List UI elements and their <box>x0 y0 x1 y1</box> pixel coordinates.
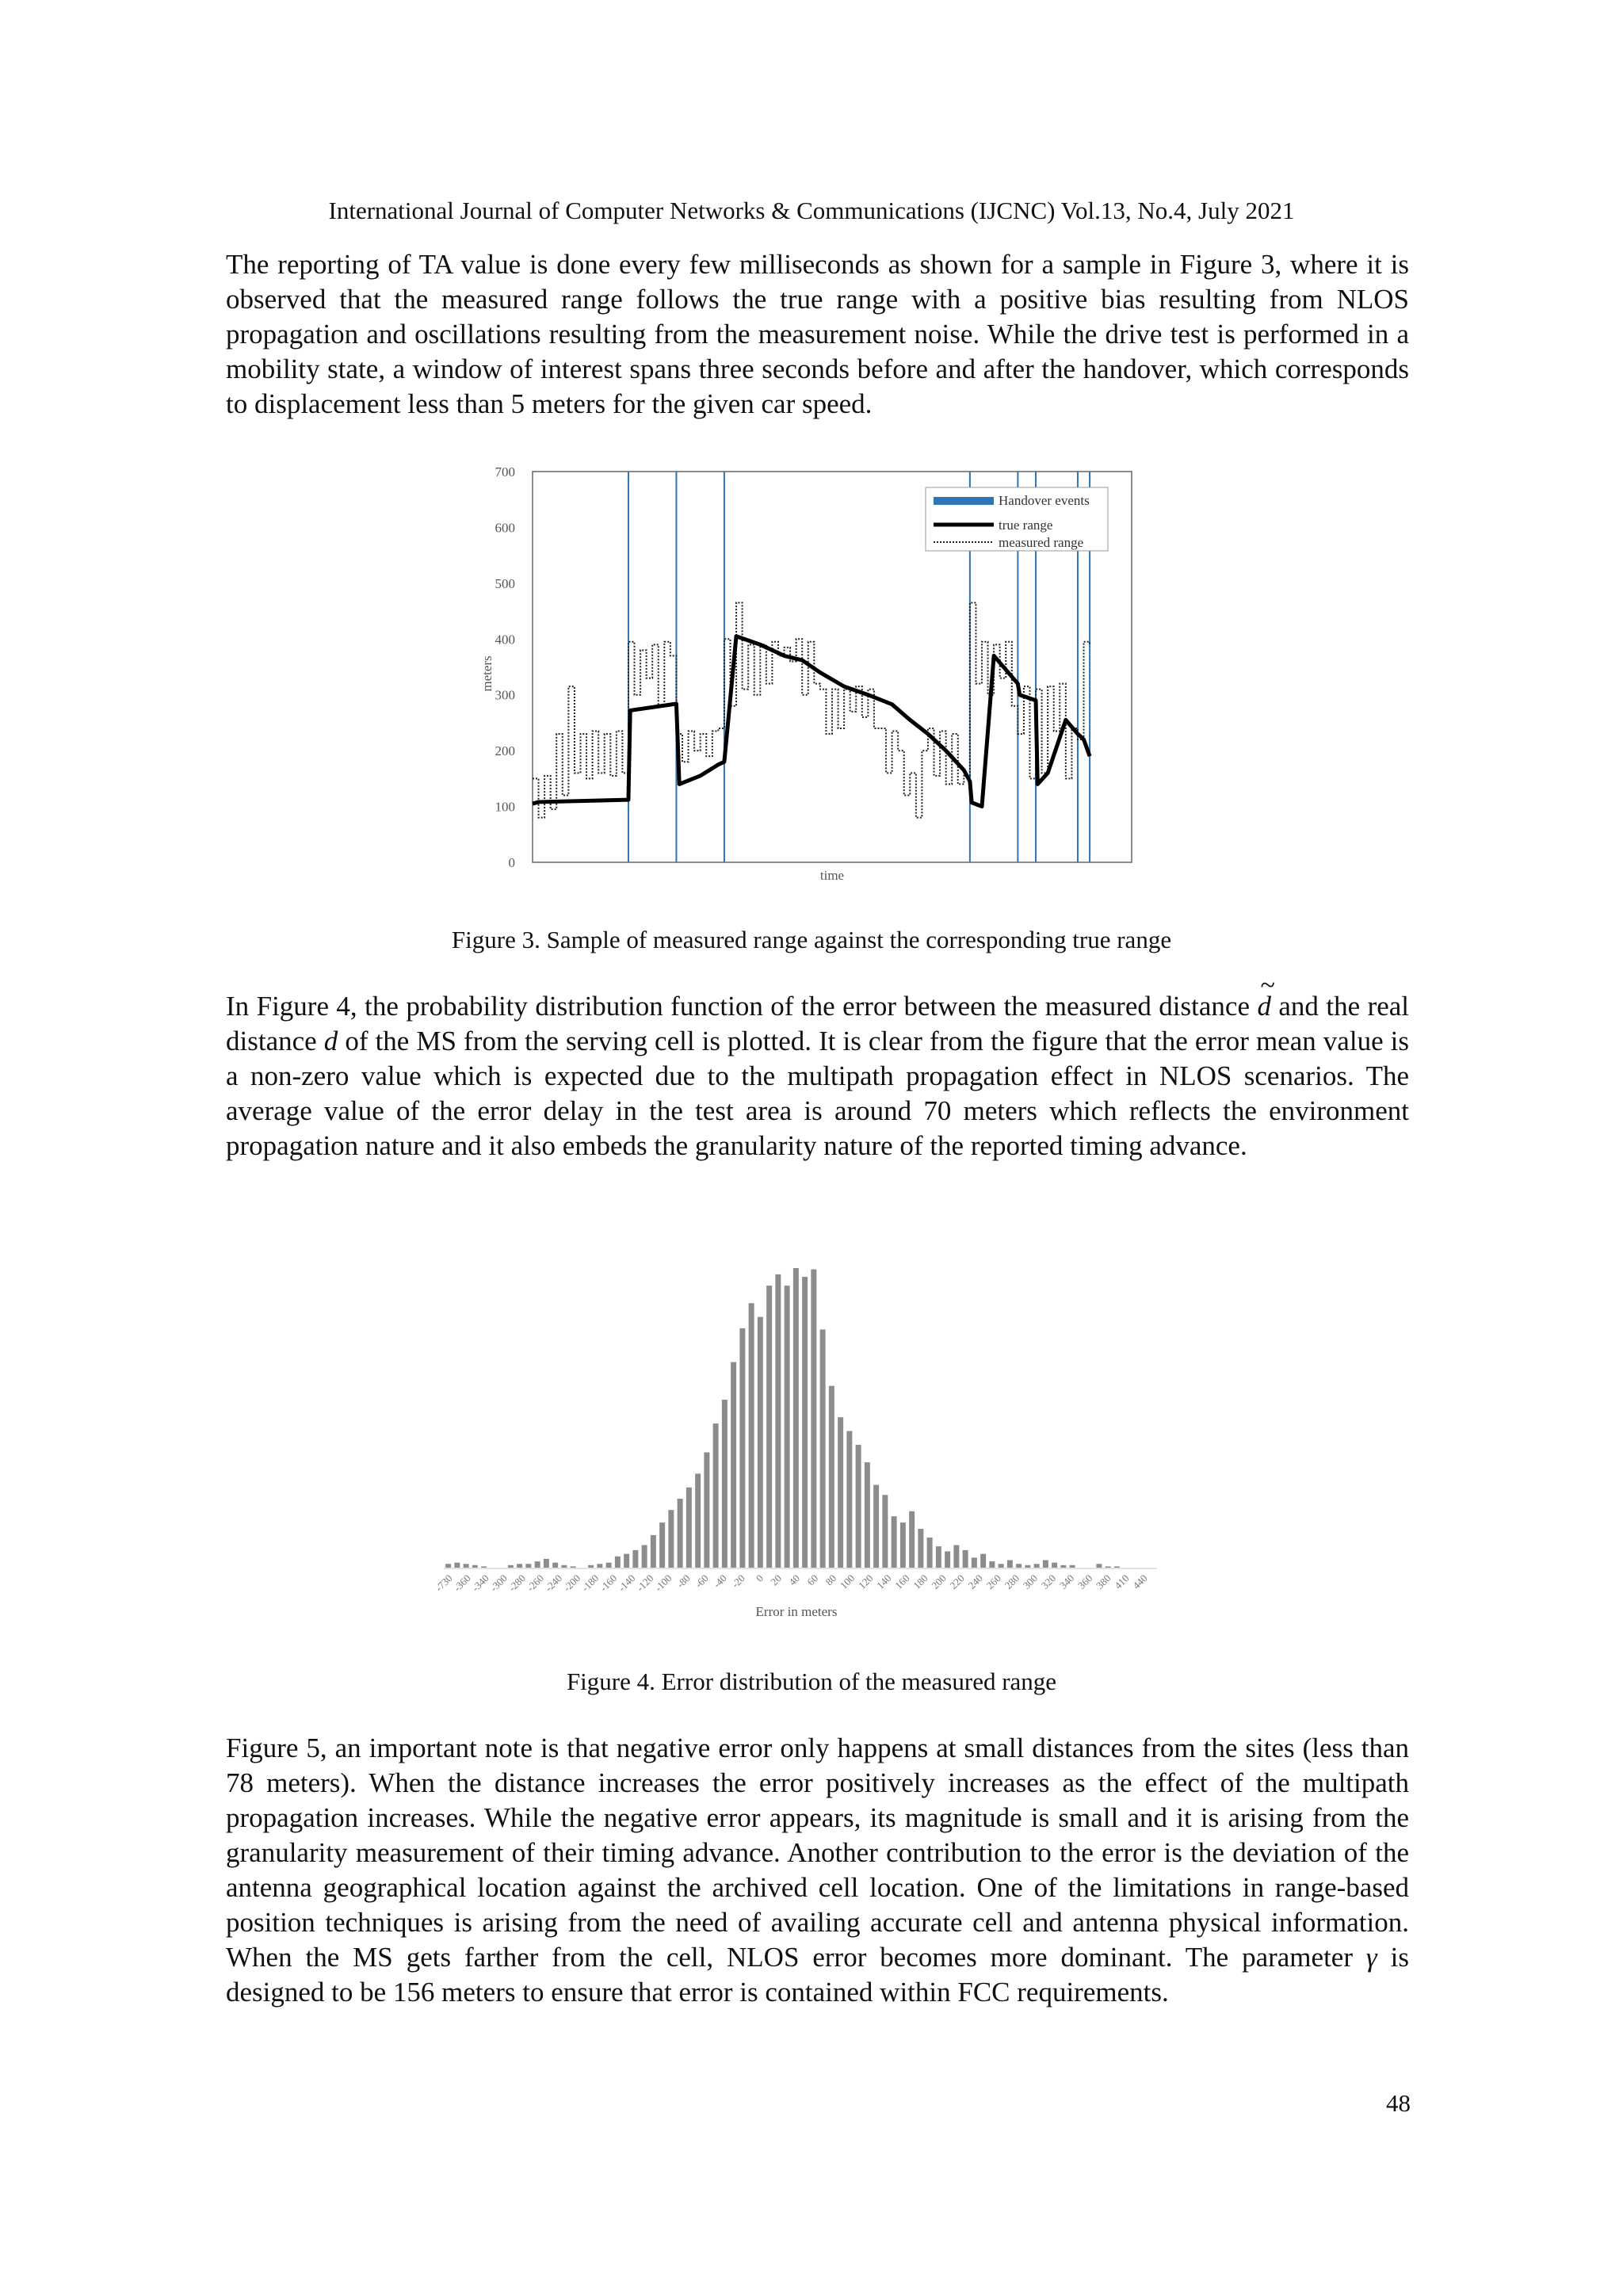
figure-4-xtick: -100 <box>652 1572 674 1594</box>
figure-4-xtick: 20 <box>768 1572 785 1588</box>
real-distance-symbol: d <box>323 1026 338 1056</box>
histogram-bar <box>535 1561 540 1568</box>
figure-4-xtick: -360 <box>451 1572 473 1594</box>
legend-handover-label: Handover events <box>999 493 1090 508</box>
histogram-bar <box>1096 1564 1102 1568</box>
histogram-bar <box>873 1485 879 1568</box>
histogram-bar <box>659 1522 665 1568</box>
figure-4-xtick: 120 <box>856 1572 876 1591</box>
figure-4-xtick: 100 <box>837 1572 857 1591</box>
histogram-bar <box>829 1386 834 1568</box>
figure-4-xtick: 40 <box>786 1572 803 1588</box>
histogram-bar <box>838 1417 843 1568</box>
figure-4-xlabel: Error in meters <box>755 1604 838 1619</box>
figure-4-xtick: -60 <box>692 1572 711 1591</box>
histogram-bar <box>481 1566 487 1568</box>
figure-4-xtick: 410 <box>1112 1572 1132 1591</box>
histogram-bar <box>999 1564 1004 1568</box>
figure-4-xtick: -80 <box>674 1572 693 1591</box>
histogram-bar <box>945 1551 950 1568</box>
measured-range-line <box>533 603 1090 818</box>
figure-4-xtick: -20 <box>729 1572 747 1591</box>
figure-3-ytick: 600 <box>495 520 515 536</box>
paragraph-3-part-2: is designed to be 156 meters to ensure that error is contained within FCC requirements. <box>226 1942 1410 2008</box>
histogram-bar <box>739 1328 745 1568</box>
figure-4-xtick: 260 <box>983 1572 1003 1591</box>
histogram-bar <box>972 1557 977 1568</box>
histogram-bar <box>571 1566 576 1568</box>
histogram-bar <box>811 1270 816 1568</box>
figure-4-xtick: 140 <box>874 1572 894 1591</box>
figure-4-xtick: 240 <box>965 1572 985 1591</box>
histogram-bar <box>651 1535 656 1568</box>
histogram-bar <box>445 1564 451 1568</box>
page-number: 48 <box>1386 2089 1411 2117</box>
figure-4-xtick: -730 <box>433 1572 455 1594</box>
histogram-bar <box>454 1563 460 1568</box>
histogram-bar <box>766 1286 772 1568</box>
histogram-bar <box>900 1522 906 1568</box>
histogram-bar <box>1016 1564 1022 1568</box>
histogram-bar <box>1070 1565 1075 1568</box>
figure-4-xtick: -40 <box>710 1572 729 1591</box>
histogram-bar <box>775 1274 781 1568</box>
figure-4-caption: Figure 4. Error distribution of the measured range <box>566 1668 1057 1695</box>
figure-4-xtick: -260 <box>524 1572 547 1594</box>
histogram-bar <box>882 1495 888 1568</box>
paragraph-2-part-2: and the real distance <box>226 991 1410 1056</box>
figure-3-caption: Figure 3. Sample of measured range against the corresponding true range <box>451 926 1172 953</box>
figure-4-xtick: -240 <box>542 1572 565 1594</box>
figure-4-xtick: 0 <box>753 1572 766 1584</box>
figure-4-xtick: 180 <box>911 1572 930 1591</box>
histogram-bar <box>508 1565 514 1568</box>
histogram-bar <box>1007 1561 1013 1568</box>
histogram-bar <box>632 1550 638 1568</box>
histogram-bar <box>953 1545 959 1568</box>
histogram-bar <box>544 1559 549 1568</box>
figure-3-ytick: 0 <box>508 855 515 870</box>
histogram-bar <box>704 1452 709 1568</box>
true-range-line <box>533 636 1090 807</box>
figure-4-xtick: 160 <box>892 1572 912 1591</box>
figure-4-xtick: -200 <box>560 1572 583 1594</box>
histogram-bar <box>624 1554 629 1568</box>
figure-4-xtick: 440 <box>1130 1572 1150 1591</box>
histogram-bar <box>615 1557 621 1568</box>
figure-3-ytick: 700 <box>495 464 515 479</box>
histogram-bar <box>1025 1565 1030 1568</box>
figure-3-legend <box>926 487 1108 551</box>
figure-4-xtick: -120 <box>634 1572 656 1594</box>
gamma-symbol: γ <box>1365 1942 1377 1973</box>
histogram-bar <box>980 1554 986 1568</box>
figure-4-xtick: -160 <box>597 1572 620 1594</box>
legend-handover-swatch <box>934 497 994 505</box>
histogram-bar <box>731 1362 736 1568</box>
histogram-bar <box>963 1550 968 1568</box>
paragraph-2-part-1: In Figure 4, the probability distribution function of the error between the measured distance <box>226 991 1250 1022</box>
figure-4-xtick: 80 <box>823 1572 839 1588</box>
histogram-bar <box>561 1565 567 1568</box>
histogram-bar <box>642 1545 647 1568</box>
figure-4-xtick: 60 <box>804 1572 821 1588</box>
figure-4-xtick: 320 <box>1038 1572 1059 1591</box>
histogram-bar <box>918 1529 923 1568</box>
legend-measured-label: measured range <box>999 535 1084 550</box>
histogram-bar <box>1043 1561 1048 1568</box>
histogram-bar <box>722 1400 727 1568</box>
figure-4-xtick: 200 <box>929 1572 949 1591</box>
histogram-bar <box>846 1431 852 1568</box>
histogram-bar <box>856 1445 861 1568</box>
histogram-bar <box>820 1329 826 1568</box>
figure-3-chart <box>475 460 1141 888</box>
histogram-bar <box>758 1317 763 1568</box>
measured-distance-symbol: ~ d <box>1257 989 1271 1024</box>
histogram-bar <box>793 1268 799 1568</box>
figure-3-ytick: 500 <box>495 575 515 591</box>
histogram-bar <box>749 1303 754 1568</box>
figure-4-xtick: -280 <box>506 1572 528 1594</box>
figure-4-xtick: 340 <box>1056 1572 1077 1591</box>
paragraph-1: The reporting of TA value is done every few milliseconds as shown for a sample in Figure 3, where it is observed that the measured range follows the true range with a positive bias resulting from NLOS propagation and oscillations resulting from the measurement noise. While the drive test is performed in a mobility state, a window of interest spans three seconds before and after the handover, which corresponds to displacement less than 5 meters for the given car speed. <box>226 249 1409 419</box>
histogram-bar <box>686 1488 692 1568</box>
figure-4-xtick: -180 <box>579 1572 601 1594</box>
histogram-bar <box>472 1565 478 1568</box>
figure-4-xtick: 300 <box>1020 1572 1041 1591</box>
histogram-bar <box>464 1564 469 1568</box>
histogram-bar <box>525 1564 531 1568</box>
histogram-bar <box>1034 1564 1040 1568</box>
figure-4-xtick: -300 <box>487 1572 510 1594</box>
figure-3-ytick: 100 <box>495 799 515 815</box>
figure-3-ytick: 200 <box>495 743 515 759</box>
histogram-bar <box>1106 1566 1111 1568</box>
figure-4-xtick: 380 <box>1094 1572 1113 1591</box>
histogram-bar <box>802 1277 808 1568</box>
histogram-bar <box>989 1561 995 1568</box>
histogram-bar <box>936 1546 941 1568</box>
paragraph-3 <box>226 1731 1409 2010</box>
figure-4-xtick: -140 <box>615 1572 638 1594</box>
histogram-bar <box>892 1516 897 1568</box>
figure-3-ytick: 400 <box>495 632 515 648</box>
legend-true-label: true range <box>999 518 1053 533</box>
figure-3-ytick: 300 <box>495 687 515 703</box>
histogram-bar <box>865 1462 870 1568</box>
figure-3-xlabel: time <box>819 868 845 883</box>
histogram-bar <box>678 1499 683 1568</box>
histogram-bar <box>1114 1566 1120 1568</box>
figure-4-xtick: 360 <box>1075 1572 1095 1591</box>
figure-3-ylabel: meters <box>479 655 495 692</box>
histogram-bar <box>713 1423 719 1568</box>
histogram-bar <box>1060 1565 1066 1568</box>
histogram-bar <box>597 1564 602 1568</box>
paragraph-2-part-3: of the MS from the serving cell is plotted. It is clear from the figure that the error mean value is a non-zero value which is expected due to the multipath propagation effect in NLOS scenarios. The average value of the error delay in the test area is around 70 meters which reflects the environment propagation nature and it also embeds the granularity nature of the reported timing advance. <box>226 1026 1410 1161</box>
journal-header: International Journal of Computer Networks & Communications (IJCNC) Vol.13, No.4, July 2021 <box>328 197 1295 224</box>
histogram-bar <box>606 1563 612 1568</box>
histogram-bar <box>552 1563 558 1568</box>
histogram-bar <box>588 1565 594 1568</box>
histogram-bar <box>517 1564 522 1568</box>
histogram-bar <box>695 1473 701 1568</box>
figure-4-xtick: 280 <box>1002 1572 1022 1591</box>
figure-4-xtick: 220 <box>947 1572 967 1591</box>
histogram-bar <box>909 1511 915 1568</box>
figure-4-xtick: -340 <box>469 1572 491 1594</box>
figure-4-chart <box>412 1252 1173 1633</box>
histogram-bar <box>1052 1563 1057 1568</box>
histogram-bar <box>927 1538 933 1568</box>
paragraph-3-part-1: Figure 5, an important note is that negative error only happens at small distances from the sites (less than 78 meters). When the distance increases the error positively increases as the effect of the multipath propagation increases. While the negative error appears, its magnitude is small and it is arising from the granularity measurement of their timing advance. Another contribution to the error is the deviation of the antenna geographical location against the archived cell location. One of the limitations in range-based position techniques is arising from the need of availing accurate cell and antenna physical information. When the MS gets farther from the cell, NLOS error becomes more dominant. The parameter <box>226 1733 1409 1973</box>
histogram-bar <box>785 1286 790 1568</box>
histogram-bar <box>668 1510 674 1568</box>
paragraph-2 <box>226 989 1409 1163</box>
